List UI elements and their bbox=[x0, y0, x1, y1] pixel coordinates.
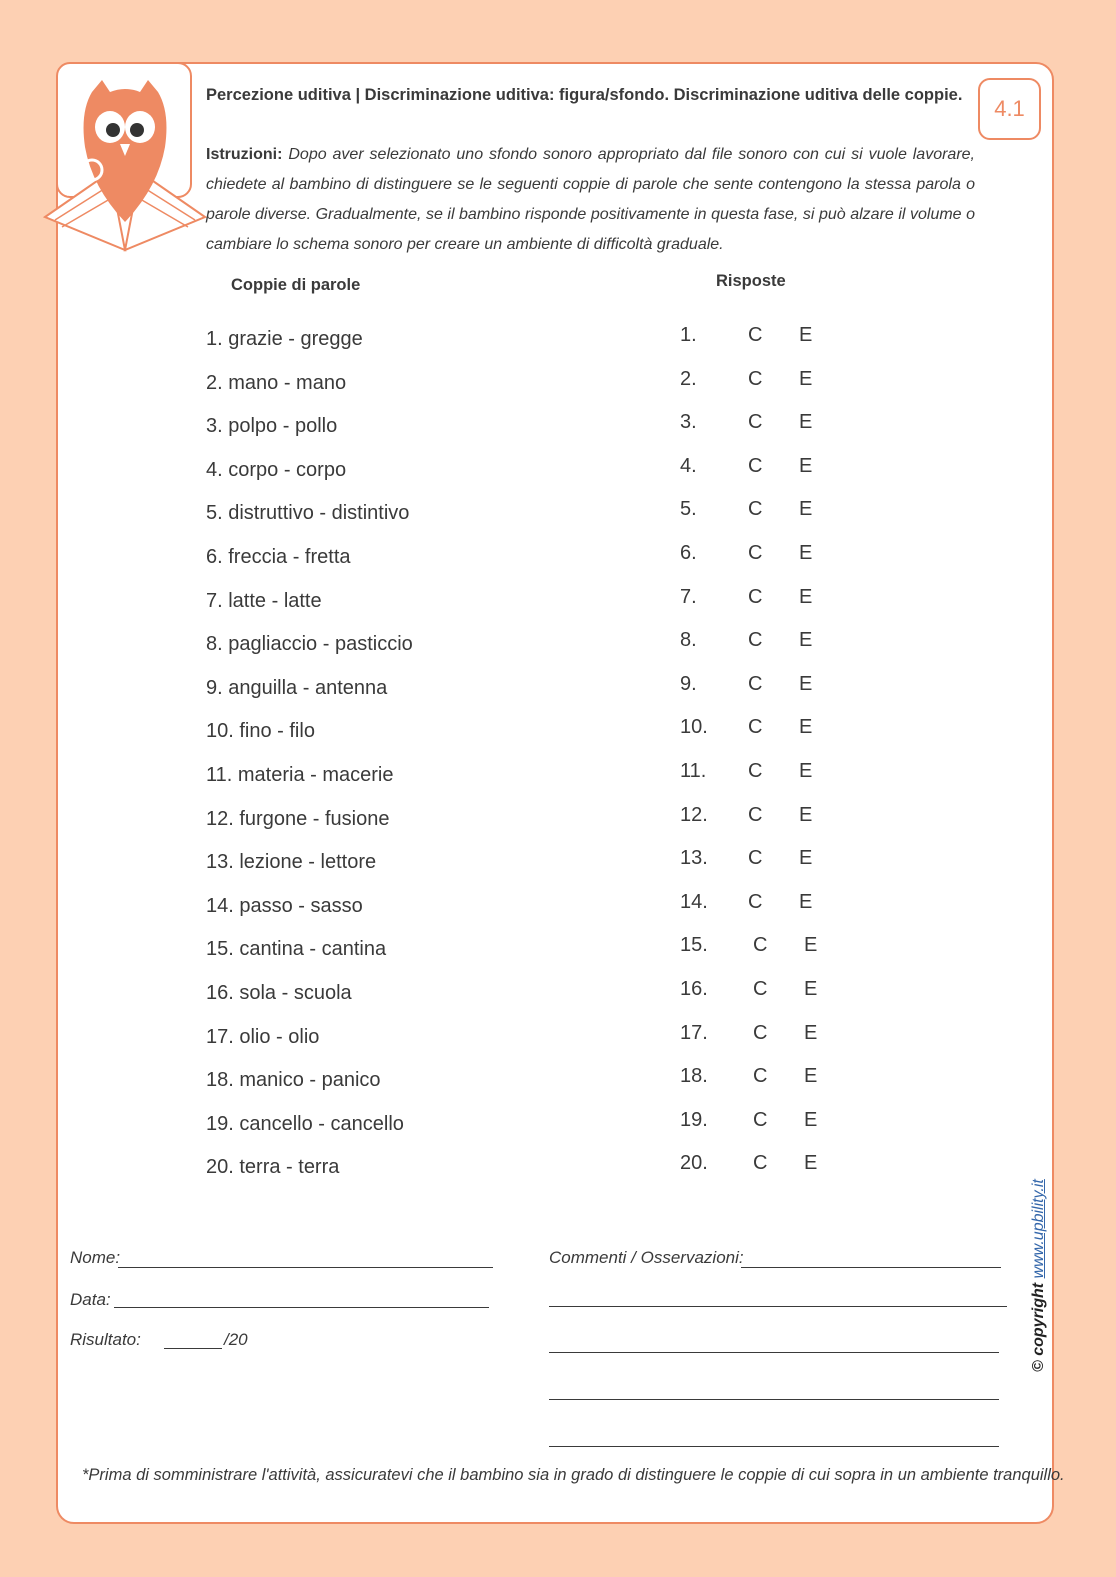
footnote: *Prima di somministrare l'attività, assicuratevi che il bambino sia in grado di distinguere le coppie di cui sopra in un ambiente tranquillo. bbox=[82, 1466, 1065, 1484]
answer-option-c[interactable]: C bbox=[753, 1108, 768, 1131]
answer-option-e[interactable]: E bbox=[799, 585, 813, 608]
list-item: 18. manico - panico bbox=[206, 1069, 381, 1092]
answer-row bbox=[680, 407, 840, 451]
answer-number: 5. bbox=[680, 498, 697, 521]
list-item: 1. grazie - gregge bbox=[206, 328, 363, 350]
answer-number: 1. bbox=[680, 324, 697, 346]
answer-option-e[interactable]: E bbox=[799, 324, 813, 346]
answer-option-c[interactable]: C bbox=[748, 672, 763, 695]
result-suffix: /20 bbox=[224, 1330, 248, 1349]
answer-row bbox=[680, 800, 840, 844]
copyright-notice bbox=[1030, 1179, 1048, 1372]
answer-number: 2. bbox=[680, 367, 697, 390]
answer-option-c[interactable]: C bbox=[753, 1152, 768, 1175]
answer-number: 4. bbox=[680, 454, 697, 477]
answer-option-e[interactable]: E bbox=[804, 1152, 818, 1175]
date-field[interactable] bbox=[114, 1307, 489, 1308]
answer-row bbox=[680, 1061, 840, 1105]
answer-option-e[interactable]: E bbox=[799, 716, 813, 739]
comments-label: Commenti / Osservazioni: bbox=[549, 1248, 744, 1267]
result-field[interactable] bbox=[164, 1348, 222, 1349]
list-item: 11. materia - macerie bbox=[206, 763, 394, 786]
answer-option-c[interactable]: C bbox=[748, 454, 763, 477]
answer-row bbox=[680, 843, 840, 887]
list-item: 15. cantina - cantina bbox=[206, 938, 387, 961]
pairs-heading: Coppie di parole bbox=[231, 276, 361, 294]
answer-row bbox=[680, 451, 840, 495]
answer-option-c[interactable]: C bbox=[753, 977, 768, 1000]
answer-row bbox=[680, 712, 840, 756]
answer-option-c[interactable]: C bbox=[753, 934, 768, 957]
answer-option-c[interactable]: C bbox=[748, 759, 763, 782]
answer-option-e[interactable]: E bbox=[799, 454, 813, 477]
answer-option-c[interactable]: C bbox=[748, 367, 763, 390]
list-item: 6. freccia - fretta bbox=[206, 545, 351, 568]
list-item: 4. corpo - corpo bbox=[206, 458, 347, 481]
logo-box bbox=[56, 62, 192, 198]
answer-option-e[interactable]: E bbox=[799, 541, 813, 564]
instructions bbox=[206, 140, 975, 260]
answer-option-e[interactable]: E bbox=[804, 1108, 818, 1131]
answer-number: 10. bbox=[680, 716, 708, 739]
answer-option-c[interactable]: C bbox=[748, 324, 763, 346]
answer-option-e[interactable]: E bbox=[799, 629, 813, 652]
list-item: 9. anguilla - antenna bbox=[206, 676, 388, 699]
answer-number: 18. bbox=[680, 1065, 708, 1088]
list-item: 10. fino - filo bbox=[206, 720, 315, 743]
answer-number: 15. bbox=[680, 934, 708, 957]
answer-option-e[interactable]: E bbox=[799, 367, 813, 390]
list-item: 16. sola - scuola bbox=[206, 981, 352, 1004]
answer-option-c[interactable]: C bbox=[748, 803, 763, 826]
answer-number: 9. bbox=[680, 672, 697, 695]
website-link[interactable]: www.upbility.it bbox=[1030, 1179, 1047, 1279]
instructions-text: Dopo aver selezionato uno sfondo sonoro appropriato dal file sonoro con cui si vuole lavorare, chiedete al bambino di distinguere se le seguenti coppie di parole che sente contengono la stessa parola o parole diverse. Gradualmente, se il bambino risponde positivamente in questa fase, si può alzare il volume o cambiare lo schema sonoro per creare un ambiente di difficoltà graduale. bbox=[206, 146, 976, 253]
date-label: Data: bbox=[70, 1290, 111, 1309]
answer-option-c[interactable]: C bbox=[748, 716, 763, 739]
answer-row bbox=[680, 669, 840, 713]
list-item: 2. mano - mano bbox=[206, 371, 347, 394]
answer-number: 12. bbox=[680, 803, 708, 826]
answer-row bbox=[680, 1148, 840, 1192]
answers-heading: Risposte bbox=[716, 272, 786, 290]
answer-number: 13. bbox=[680, 847, 708, 870]
answer-option-e[interactable]: E bbox=[799, 672, 813, 695]
owl-reading-book-icon bbox=[40, 72, 210, 272]
answer-number: 7. bbox=[680, 585, 697, 608]
list-item: 13. lezione - lettore bbox=[206, 851, 377, 874]
comments-line[interactable] bbox=[549, 1399, 999, 1400]
answer-option-e[interactable]: E bbox=[799, 847, 813, 870]
answer-number: 11. bbox=[680, 759, 707, 782]
answer-row bbox=[680, 887, 840, 931]
answer-number: 3. bbox=[680, 411, 697, 434]
answer-row bbox=[680, 1105, 840, 1149]
list-item: 14. passo - sasso bbox=[206, 894, 363, 917]
answer-number: 20. bbox=[680, 1152, 708, 1175]
answer-option-c[interactable]: C bbox=[753, 1065, 768, 1088]
comments-line[interactable] bbox=[549, 1306, 1007, 1307]
comments-line[interactable] bbox=[549, 1446, 999, 1447]
answer-option-c[interactable]: C bbox=[748, 629, 763, 652]
answer-number: 17. bbox=[680, 1021, 708, 1044]
comments-line[interactable] bbox=[549, 1352, 999, 1353]
comments-field[interactable] bbox=[741, 1267, 1001, 1268]
instructions-label: Istruzioni: bbox=[206, 146, 283, 163]
answer-option-c[interactable]: C bbox=[748, 498, 763, 521]
answer-option-e[interactable]: E bbox=[804, 934, 818, 957]
answer-number: 19. bbox=[680, 1108, 708, 1131]
answer-option-e[interactable]: E bbox=[799, 411, 813, 434]
activity-title: Percezione uditiva | Discriminazione uditiva: figura/sfondo. Discriminazione uditiva delle coppie. bbox=[206, 86, 963, 104]
answer-option-c[interactable]: C bbox=[753, 1021, 768, 1044]
answer-row bbox=[680, 494, 840, 538]
answer-option-c[interactable]: C bbox=[748, 890, 763, 913]
answer-option-e[interactable]: E bbox=[804, 1065, 818, 1088]
answer-option-e[interactable]: E bbox=[799, 890, 813, 913]
answer-number: 16. bbox=[680, 977, 708, 1000]
list-item: 3. polpo - pollo bbox=[206, 415, 338, 438]
name-label: Nome: bbox=[70, 1248, 121, 1267]
list-item: 5. distruttivo - distintivo bbox=[206, 502, 410, 525]
answer-option-e[interactable]: E bbox=[799, 498, 813, 521]
answer-option-c[interactable]: C bbox=[748, 585, 763, 608]
answer-row bbox=[680, 625, 840, 669]
answer-option-e[interactable]: E bbox=[799, 803, 813, 826]
answer-row bbox=[680, 364, 840, 408]
copyright-mark: © copyright bbox=[1030, 1282, 1047, 1372]
answer-option-e[interactable]: E bbox=[804, 1021, 818, 1044]
answer-option-c[interactable]: C bbox=[748, 411, 763, 434]
list-item: 8. pagliaccio - pasticcio bbox=[206, 633, 413, 656]
list-item: 20. terra - terra bbox=[206, 1156, 340, 1179]
answer-number: 14. bbox=[680, 890, 708, 913]
answer-option-c[interactable]: C bbox=[748, 541, 763, 564]
answer-option-e[interactable]: E bbox=[804, 977, 818, 1000]
answer-row bbox=[680, 1018, 840, 1062]
list-item: 17. olio - olio bbox=[206, 1025, 320, 1048]
answer-row bbox=[680, 320, 840, 364]
answer-option-e[interactable]: E bbox=[799, 759, 813, 782]
answer-number: 8. bbox=[680, 629, 697, 652]
list-item: 7. latte - latte bbox=[206, 589, 322, 612]
answer-row bbox=[680, 756, 840, 800]
name-field[interactable] bbox=[118, 1267, 493, 1268]
answer-row bbox=[680, 930, 840, 974]
answers-list bbox=[680, 320, 840, 1192]
answer-option-c[interactable]: C bbox=[748, 847, 763, 870]
list-item: 12. furgone - fusione bbox=[206, 807, 390, 830]
list-item: 19. cancello - cancello bbox=[206, 1112, 404, 1135]
word-pairs-list bbox=[206, 324, 413, 1196]
answer-row bbox=[680, 538, 840, 582]
answer-row bbox=[680, 974, 840, 1018]
section-badge: 4.1 bbox=[978, 78, 1041, 140]
answer-number: 6. bbox=[680, 541, 697, 564]
result-label: Risultato: bbox=[70, 1330, 141, 1349]
answer-row bbox=[680, 582, 840, 626]
